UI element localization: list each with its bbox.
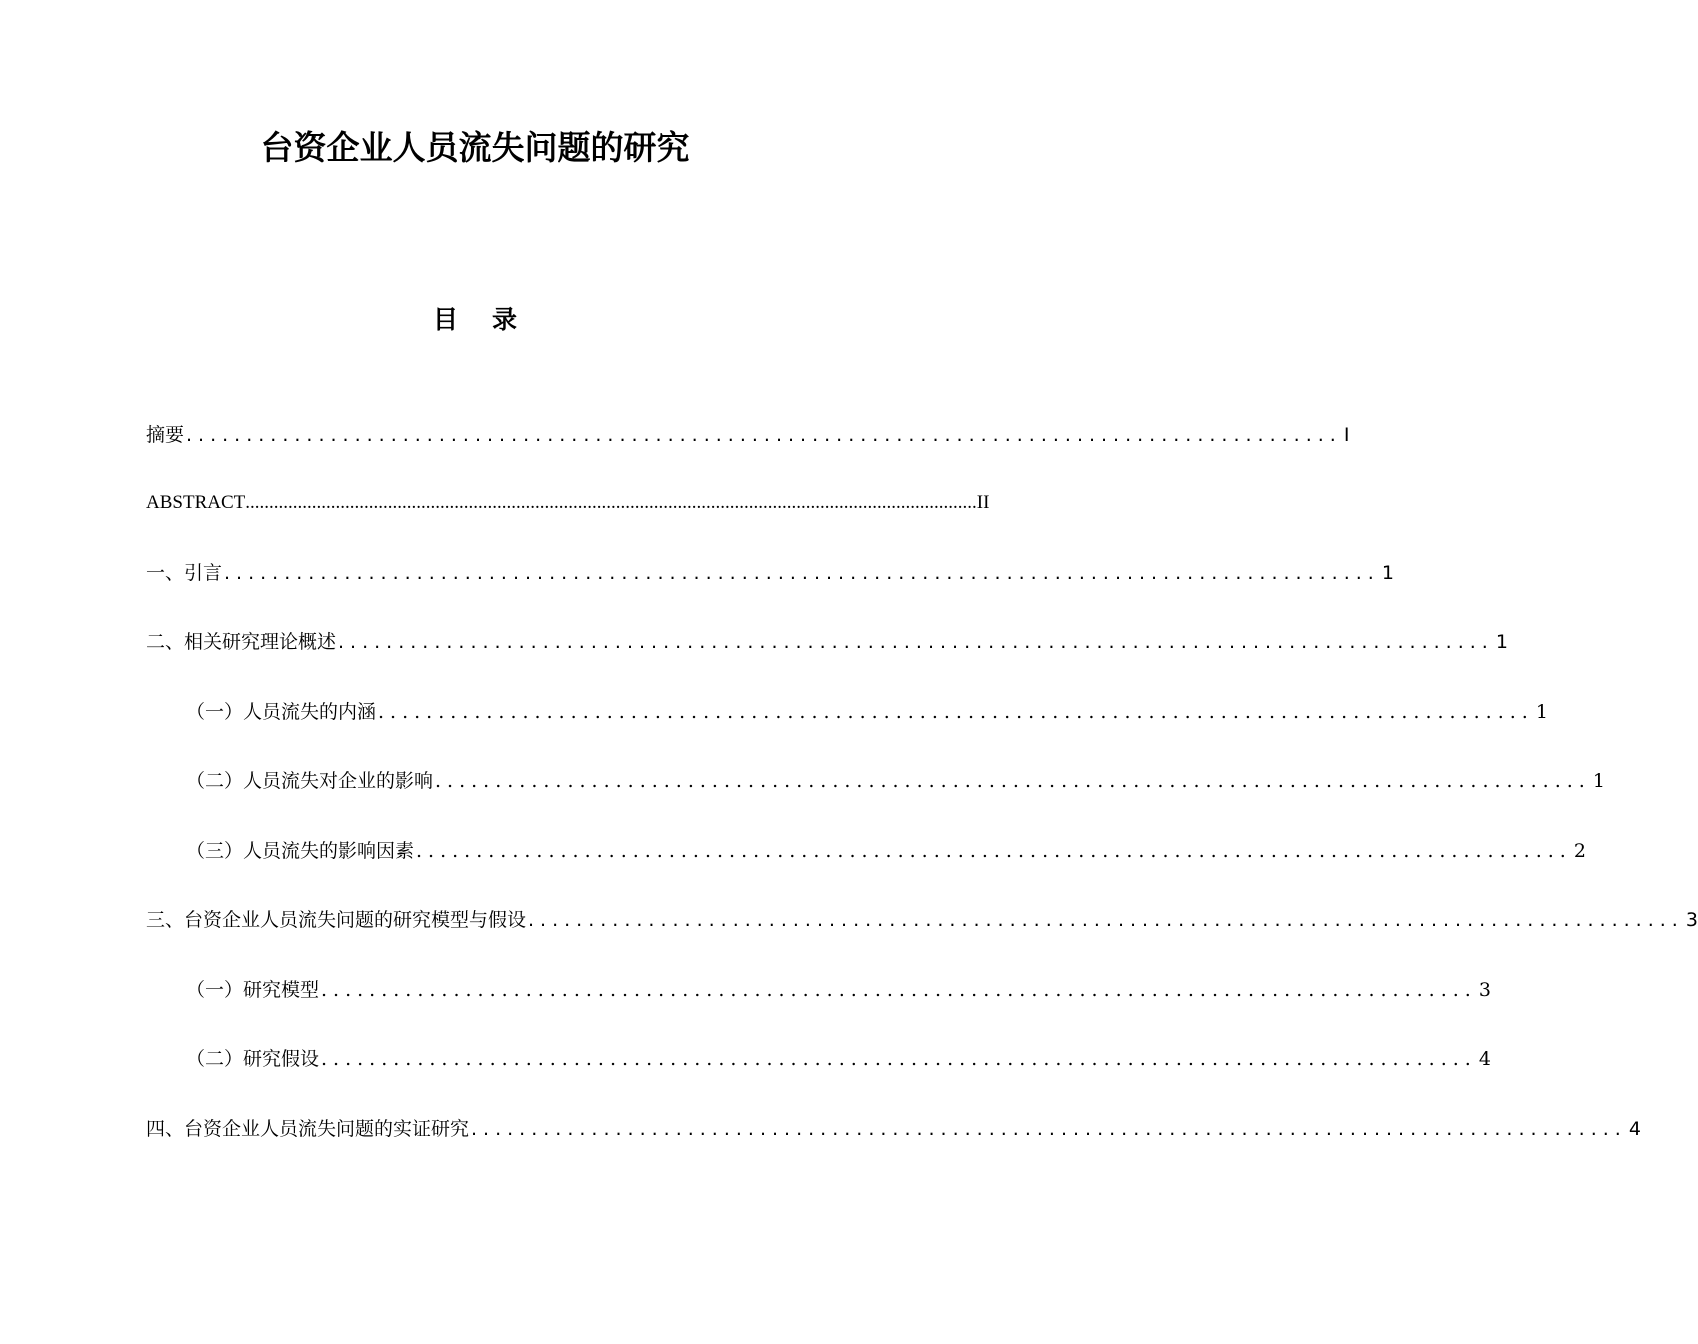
- toc-leader-dots: ................................................................................................: [321, 979, 1477, 1001]
- toc-entry-label: （二）人员流失对企业的影响: [186, 770, 434, 792]
- toc-leader-dots: ................................................................................................: [416, 840, 1572, 862]
- toc-entry-section-3-1[interactable]: [186, 975, 1491, 1005]
- toc-entry-abstract-en[interactable]: [146, 488, 990, 518]
- toc-entry-section-3[interactable]: [146, 905, 1698, 935]
- toc-entry-page: I: [1343, 424, 1350, 446]
- toc-entry-label: 二、相关研究理论概述: [146, 631, 337, 653]
- toc-heading-char-1: 目: [432, 305, 458, 334]
- toc-entry-section-2-1[interactable]: [186, 697, 1548, 727]
- toc-entry-label: （三）人员流失的影响因素: [186, 840, 415, 862]
- toc-heading: [0, 300, 950, 340]
- toc-leader-dots: ................................................................................................: [224, 562, 1380, 584]
- toc-entry-section-2[interactable]: [146, 627, 1508, 657]
- toc-entry-page: 1: [1592, 770, 1605, 792]
- toc-entry-label: 四、台资企业人员流失问题的实证研究: [146, 1118, 470, 1140]
- toc-entry-page: 4: [1478, 1048, 1491, 1070]
- toc-entry-page: 1: [1381, 562, 1394, 584]
- toc-leader-dots: ................................................................................................: [378, 701, 1534, 723]
- toc-leader-dots: ................................................................................................: [471, 1118, 1627, 1140]
- toc-entry-label: （一）研究模型: [186, 979, 320, 1001]
- toc-entry-label: 三、台资企业人员流失问题的研究模型与假设: [146, 909, 527, 931]
- toc-leader-dots: ................................................................................................: [321, 1048, 1477, 1070]
- toc-entry-page: 3: [1685, 909, 1698, 931]
- toc-entry-abstract-cn[interactable]: [146, 420, 1350, 450]
- toc-leader-dots: ..........................................................................................................................................................: [245, 492, 977, 513]
- toc-entry-page: II: [976, 492, 990, 513]
- toc-entry-label: （一）人员流失的内涵: [186, 701, 377, 723]
- toc-entry-label: ABSTRACT: [146, 492, 246, 513]
- document-title: 台资企业人员流失问题的研究: [260, 128, 690, 167]
- toc-entry-page: 1: [1535, 701, 1548, 723]
- toc-leader-dots: ................................................................................................: [186, 424, 1342, 446]
- toc-entry-section-1[interactable]: [146, 558, 1394, 588]
- toc-entry-page: 1: [1495, 631, 1508, 653]
- toc-entry-page: 4: [1628, 1118, 1641, 1140]
- toc-entry-label: （二）研究假设: [186, 1048, 320, 1070]
- toc-entry-page: 3: [1478, 979, 1491, 1001]
- toc-leader-dots: ................................................................................................: [435, 770, 1591, 792]
- toc-entry-label: 一、引言: [146, 562, 223, 584]
- toc-entry-section-2-2[interactable]: [186, 766, 1605, 796]
- toc-leader-dots: ................................................................................................: [338, 631, 1494, 653]
- toc-leader-dots: ................................................................................................: [528, 909, 1684, 931]
- toc-entry-label: 摘要: [146, 424, 185, 446]
- toc-heading-char-2: 录: [492, 305, 518, 334]
- toc-entry-page: 2: [1573, 840, 1586, 862]
- toc-entry-section-4[interactable]: [146, 1114, 1641, 1144]
- toc-entry-section-2-3[interactable]: [186, 836, 1586, 866]
- toc-entry-section-3-2[interactable]: [186, 1044, 1491, 1074]
